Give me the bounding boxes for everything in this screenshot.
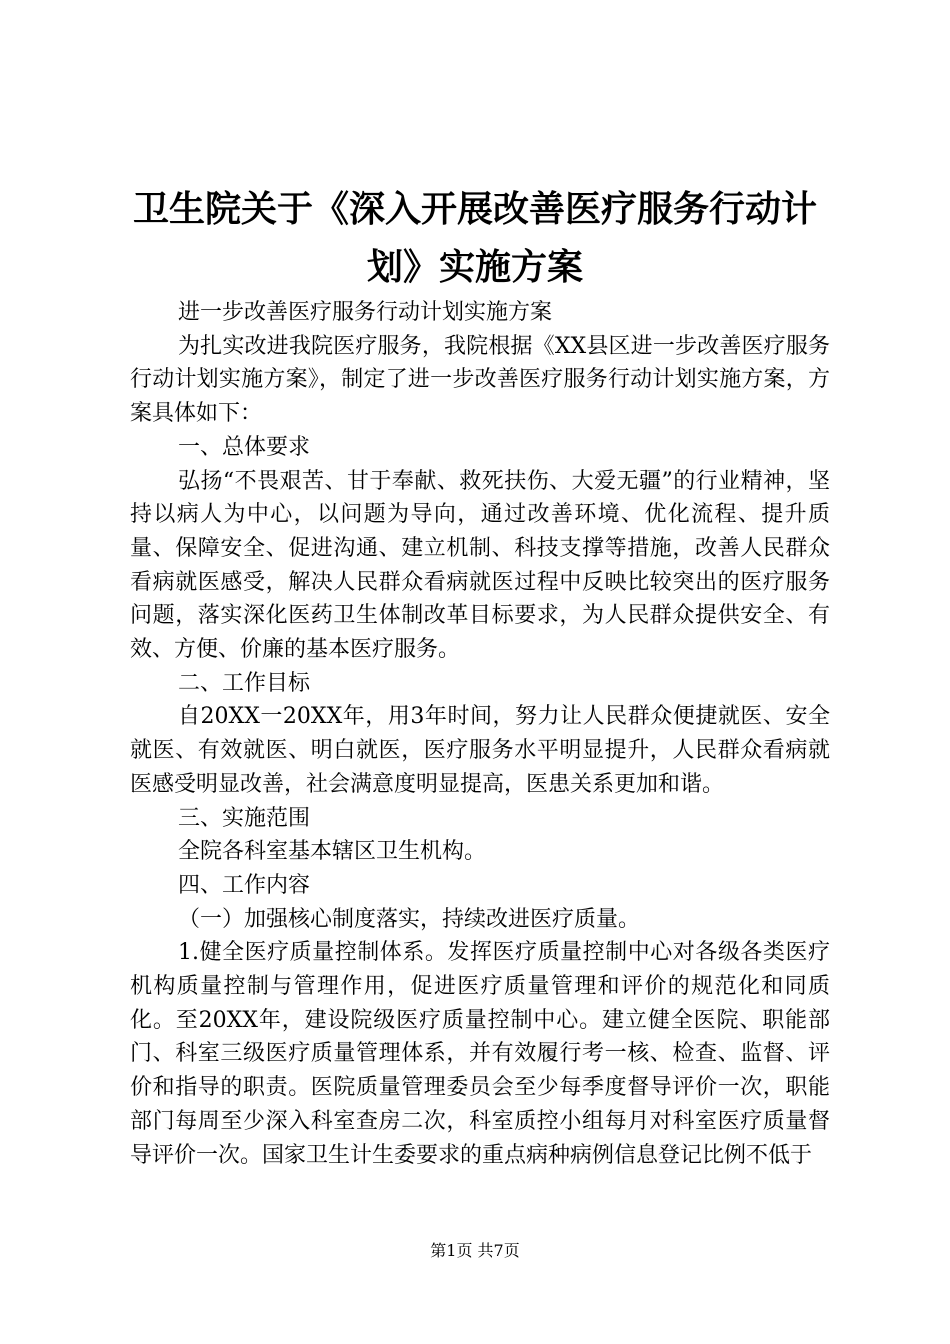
document-title-line-2: 划》实施方案 (366, 247, 583, 288)
document-body (130, 296, 830, 1172)
section-heading-1: 一、总体要求 (178, 434, 311, 460)
paragraph-quality-control: 1.健全医疗质量控制体系。发挥医疗质量控制中心对各级各类医疗机构质量控制与管理作用，促进医疗质量管理和评价的规范化和同质化。至20XX年，建设院级医疗质量控制中心。建立健全医院、职能部门、科室三级医疗质量管理体系，并有效履行考一核、检查、监督、评价和指导的职责。医院质量管理委员会至少每季度督导评价一次，职能部门每周至少深入科室查房二次，科室质控小组每月对科室医疗质量督导评价一次。国家卫生计生委要求的重点病种病例信息登记比例不低于 (130, 940, 830, 1168)
section-heading-2: 二、工作目标 (178, 670, 311, 696)
paragraph-general-requirements: 弘扬“不畏艰苦、甘于奉献、救死扶伤、大爱无疆”的行业精神，坚持以病人为中心，以问题为导向，通过改善环境、优化流程、提升质量、保障安全、促进沟通、建立机制、科技支撑等措施，改善人民群众看病就医感受，解决人民群众看病就医过程中反映比较突出的医疗服务问题，落实深化医药卫生体制改革目标要求，为人民群众提供安全、有效、方便、价廉的基本医疗服务。 (130, 468, 830, 663)
section-heading-3: 三、实施范围 (178, 805, 311, 831)
document-title-line-1: 卫生院关于《深入开展改善医疗服务行动计 (132, 189, 817, 230)
paragraph-scope: 全院各科室基本辖区卫生机构。 (178, 839, 487, 865)
subtitle: 进一步改善医疗服务行动计划实施方案 (178, 300, 553, 325)
paragraph-intro: 为扎实改进我院医疗服务，我院根据《XX县区进一步改善医疗服务行动计划实施方案》，制定了进一步改善医疗服务行动计划实施方案，方案具体如下： (130, 333, 830, 427)
page-footer: 第1页 共7页 (430, 1241, 520, 1260)
section-heading-4: 四、工作内容 (178, 872, 311, 898)
subsection-heading-1: （一）加强核心制度落实，持续改进医疗质量。 (178, 906, 641, 932)
paragraph-work-goals: 自20XX一20XX年，用3年时间，努力让人民群众便捷就医、安全就医、有效就医、明白就医，医疗服务水平明显提升，人民群众看病就医感受明显改善，社会满意度明显提高，医患关系更加和谐。 (130, 704, 830, 797)
